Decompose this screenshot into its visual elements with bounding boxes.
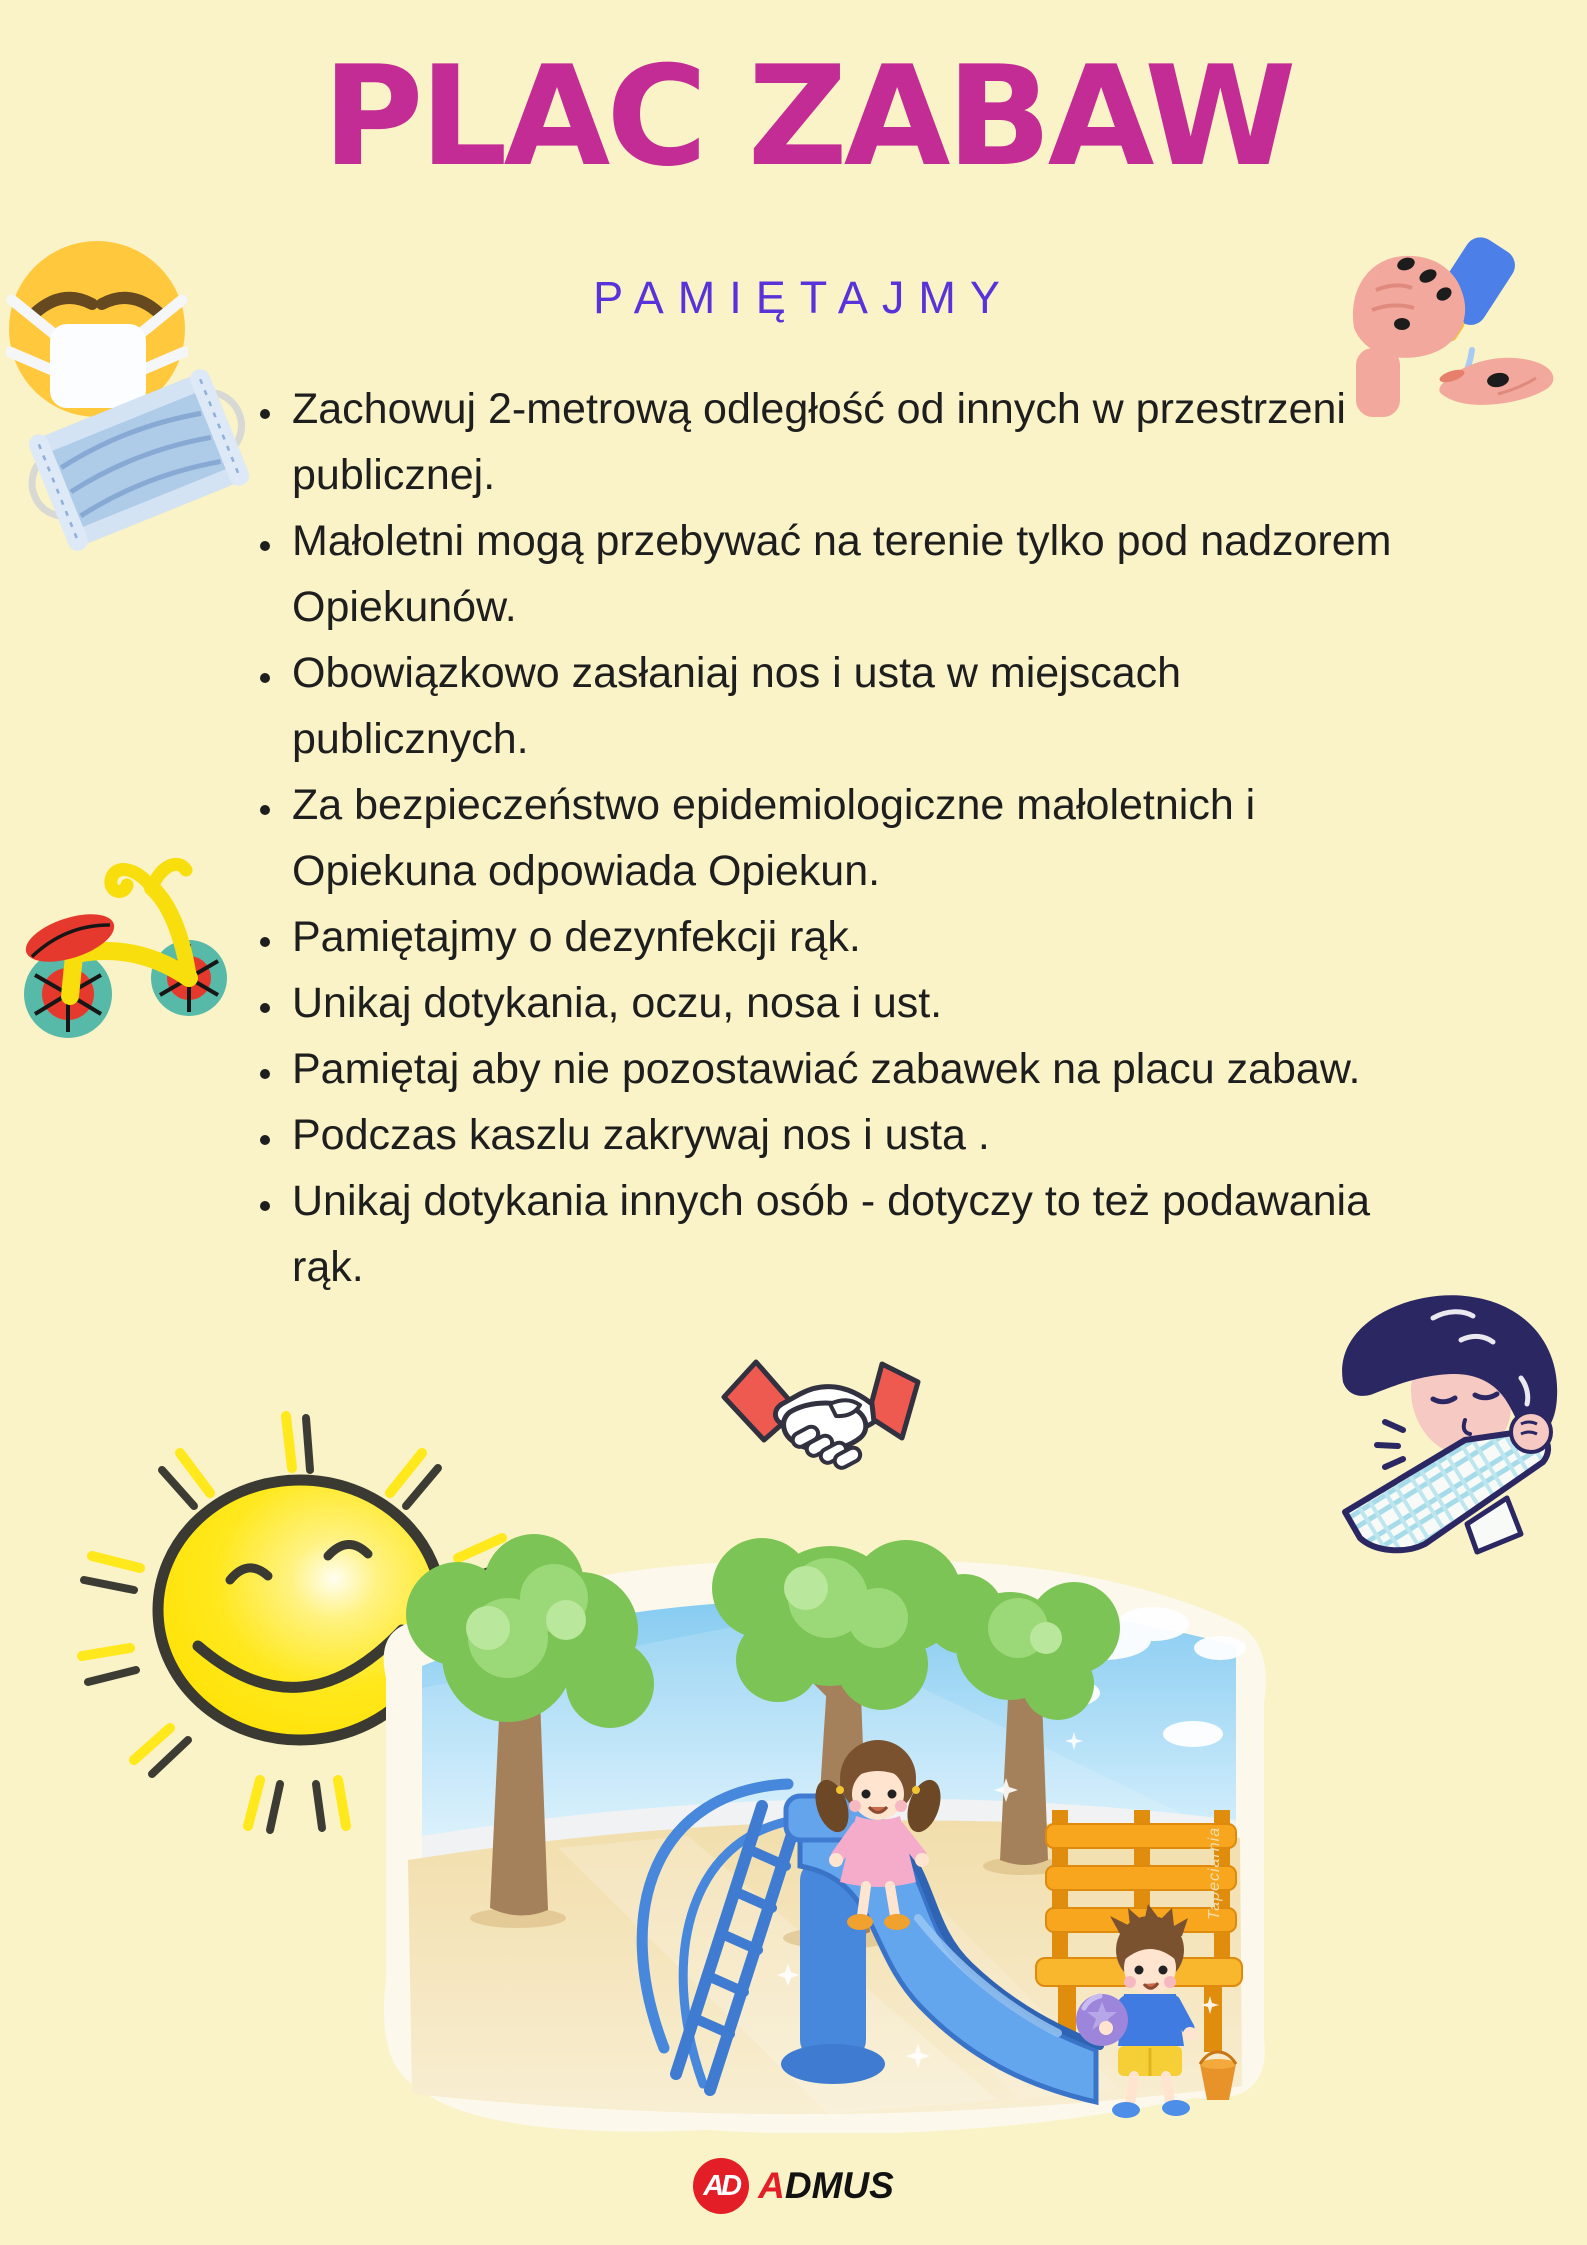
rule-text: Unikaj dotykania, oczu, nosa i ust. [292, 979, 943, 1027]
surgical-mask-icon [14, 350, 264, 570]
rule-item [286, 904, 1414, 970]
rule-text: Zachowuj 2-metrową odległość od innych w przestrzeni publicznej. [292, 385, 1346, 499]
admus-logo-accent: A [758, 2165, 785, 2206]
rule-item [286, 1168, 1414, 1300]
rules-list [240, 376, 1414, 1300]
rule-text: Pamiętaj aby nie pozostawiać zabawek na placu zabaw. [292, 1045, 1361, 1093]
rule-item [286, 772, 1414, 904]
coughing-man-icon [1315, 1282, 1583, 1560]
handshake-icon [712, 1342, 944, 1494]
rule-item [286, 1102, 1414, 1168]
rule-item [286, 1036, 1414, 1102]
admus-logo-rest: DMUS [784, 2165, 894, 2206]
balance-bike-icon [8, 828, 243, 1046]
admus-logo-text [758, 2165, 894, 2207]
page-title: PLAC ZABAW [322, 36, 1293, 197]
admus-logo-badge-text: AD [703, 2169, 740, 2202]
rule-item [286, 508, 1414, 640]
rule-text: Obowiązkowo zasłaniaj nos i usta w miejscach publicznych. [292, 649, 1182, 763]
rule-text: Małoletni mogą przebywać na terenie tylko pod nadzorem Opiekunów. [292, 517, 1392, 631]
playground-scene [358, 1488, 1278, 2133]
rule-text: Unikaj dotykania innych osób - dotyczy to też podawania rąk. [292, 1177, 1371, 1291]
admus-logo [0, 2158, 1587, 2214]
admus-logo-badge-icon [693, 2158, 749, 2214]
hand-sanitizer-icon [1348, 232, 1563, 417]
rule-item [286, 376, 1414, 508]
mask-body [14, 361, 264, 559]
rule-item [286, 970, 1414, 1036]
rule-text: Za bezpieczeństwo epidemiologiczne małoletnich i Opiekuna odpowiada Opiekun. [292, 781, 1256, 895]
rule-text: Podczas kaszlu zakrywaj nos i usta . [292, 1111, 990, 1159]
watermark-text: Tapeciarnia [1206, 1826, 1223, 1920]
rule-item [286, 640, 1414, 772]
page-subtitle: PAMIĘTAJMY [593, 272, 1014, 323]
rule-text: Pamiętajmy o dezynfekcji rąk. [292, 913, 861, 961]
